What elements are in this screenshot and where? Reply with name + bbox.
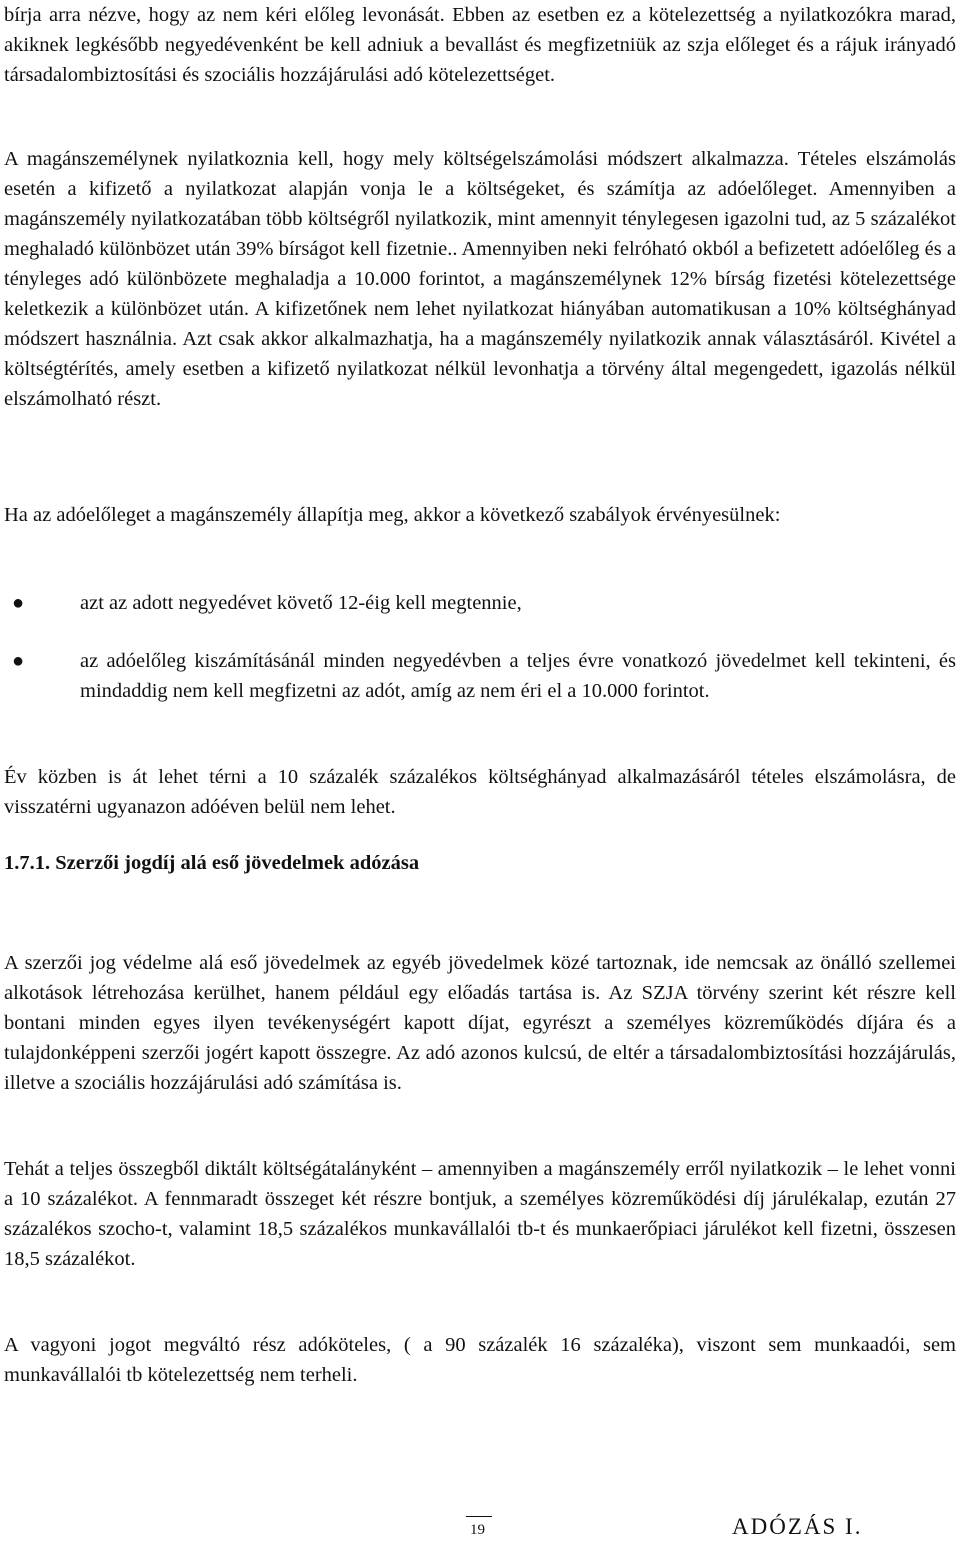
paragraph-text: Ha az adóelőleget a magánszemély állapítja meg, akkor a következő szabályok érvényesülnek:	[4, 504, 781, 526]
footer-divider	[466, 1516, 492, 1517]
paragraph-text: bírja arra nézve, hogy az nem kéri előleg levonását. Ebben az esetben ez a kötelezettség a nyilatkozókra marad, akiknek legkésőbb negyedévenként be kell adniuk a bevallást és megfizetniük az szja előleget és a rájuk irányadó társadalombiztosítási és szociális hozzájárulási adó kötelezettséget.	[4, 4, 956, 86]
list-item-text: az adóelőleg kiszámításánál minden negyedévben a teljes évre vonatkozó jövedelmet kell tekinteni, és mindaddig nem kell megfizetni az adót, amíg az nem éri el a 10.000 forintot.	[80, 650, 956, 702]
section-heading: 1.7.1. Szerzői jogdíj alá eső jövedelmek adózása	[4, 852, 420, 874]
paragraph-switching	[4, 762, 956, 822]
paragraph-self-assessment	[4, 500, 956, 530]
paragraph-text: Év közben is át lehet térni a 10 százalék százalékos költséghányad alkalmazásáról tételes elszámolásra, de visszatérni ugyanazon adóéven belül nem lehet.	[4, 766, 956, 818]
paragraph-withholding	[4, 0, 956, 90]
paragraph-text: Tehát a teljes összegből diktált költségátalányként – amennyiben a magánszemély erről nyilatkozik – le lehet vonni a 10 százalékot. A fennmaradt összeget két részre bontjuk, a személyes közreműködési díj járulékalap, ezután 27 százalékos szocho-t, valamint 18,5 százalékos munkavállalói tb-t és munkaerőpiaci járulékot kell fizetni, összesen 18,5 százalékot.	[4, 1158, 956, 1270]
paragraph-deduction	[4, 1154, 956, 1274]
footer-title: ADÓZÁS I.	[732, 1514, 863, 1539]
bullet-icon: ●	[12, 592, 25, 614]
paragraph-text: A magánszemélynek nyilatkoznia kell, hogy mely költségelszámolási módszert alkalmazza. Tételes elszámolás esetén a kifizető a nyilatkozat alapján vonja le a költségeket, és számítja az adóelőleget. Amennyiben a magánszemély nyilatkozatában több költségről nyilatkozik, mint amennyit ténylegesen igazolni tud, az 5 százalékot meghaladó különbözet után 39% bírságot kell fizetnie.. Amennyiben neki felróható okból a befizetett adóelőleg és a tényleges adó különbözete meghaladja a 10.000 forintot, a magánszemélynek 12% bírság fizetési kötelezettsége keletkezik a különbözet után. A kifizetőnek nem lehet nyilatkozat hiányában automatikusan a 10% költséghányad módszert használnia. Azt csak akkor alkalmazhatja, ha a magánszemély nyilatkozik annak választásáról. Kivétel a költségtérítés, amely esetben a kifizető nyilatkozat nélkül levonhatja a törvény által megengedett, igazolás nélkül elszámolható részt.	[4, 148, 956, 410]
bullet-icon: ●	[12, 650, 25, 672]
page-footer	[4, 1512, 956, 1544]
list-item	[4, 646, 956, 706]
list-item	[4, 588, 956, 618]
paragraph-copyright-income	[4, 948, 956, 1098]
paragraph-text: A vagyoni jogot megváltó rész adóköteles, ( a 90 százalék 16 százaléka), viszont sem munkaadói, sem munkavállalói tb kötelezettség nem terheli.	[4, 1334, 956, 1386]
paragraph-text: A szerzői jog védelme alá eső jövedelmek az egyéb jövedelmek közé tartoznak, ide nemcsak az önálló szellemei alkotások létrehozása kerülhet, hanem például egy előadás tartása is. Az SZJA törvény szerint két részre kell bontani minden egyes ilyen tevékenységért kapott díjat, egyrészt a személyes közreműködés díjára és a tulajdonképpeni szerzői jogért kapott összegre. Az adó azonos kulcsú, de eltér a társadalombiztosítási hozzájárulás, illetve a szociális hozzájárulási adó számítása is.	[4, 952, 956, 1094]
paragraph-cost-method	[4, 144, 956, 414]
rules-list	[4, 588, 956, 706]
page-number: 19	[470, 1522, 485, 1538]
list-item-text: azt az adott negyedévet követő 12-éig kell megtennie,	[80, 592, 522, 614]
paragraph-property-rights	[4, 1330, 956, 1390]
